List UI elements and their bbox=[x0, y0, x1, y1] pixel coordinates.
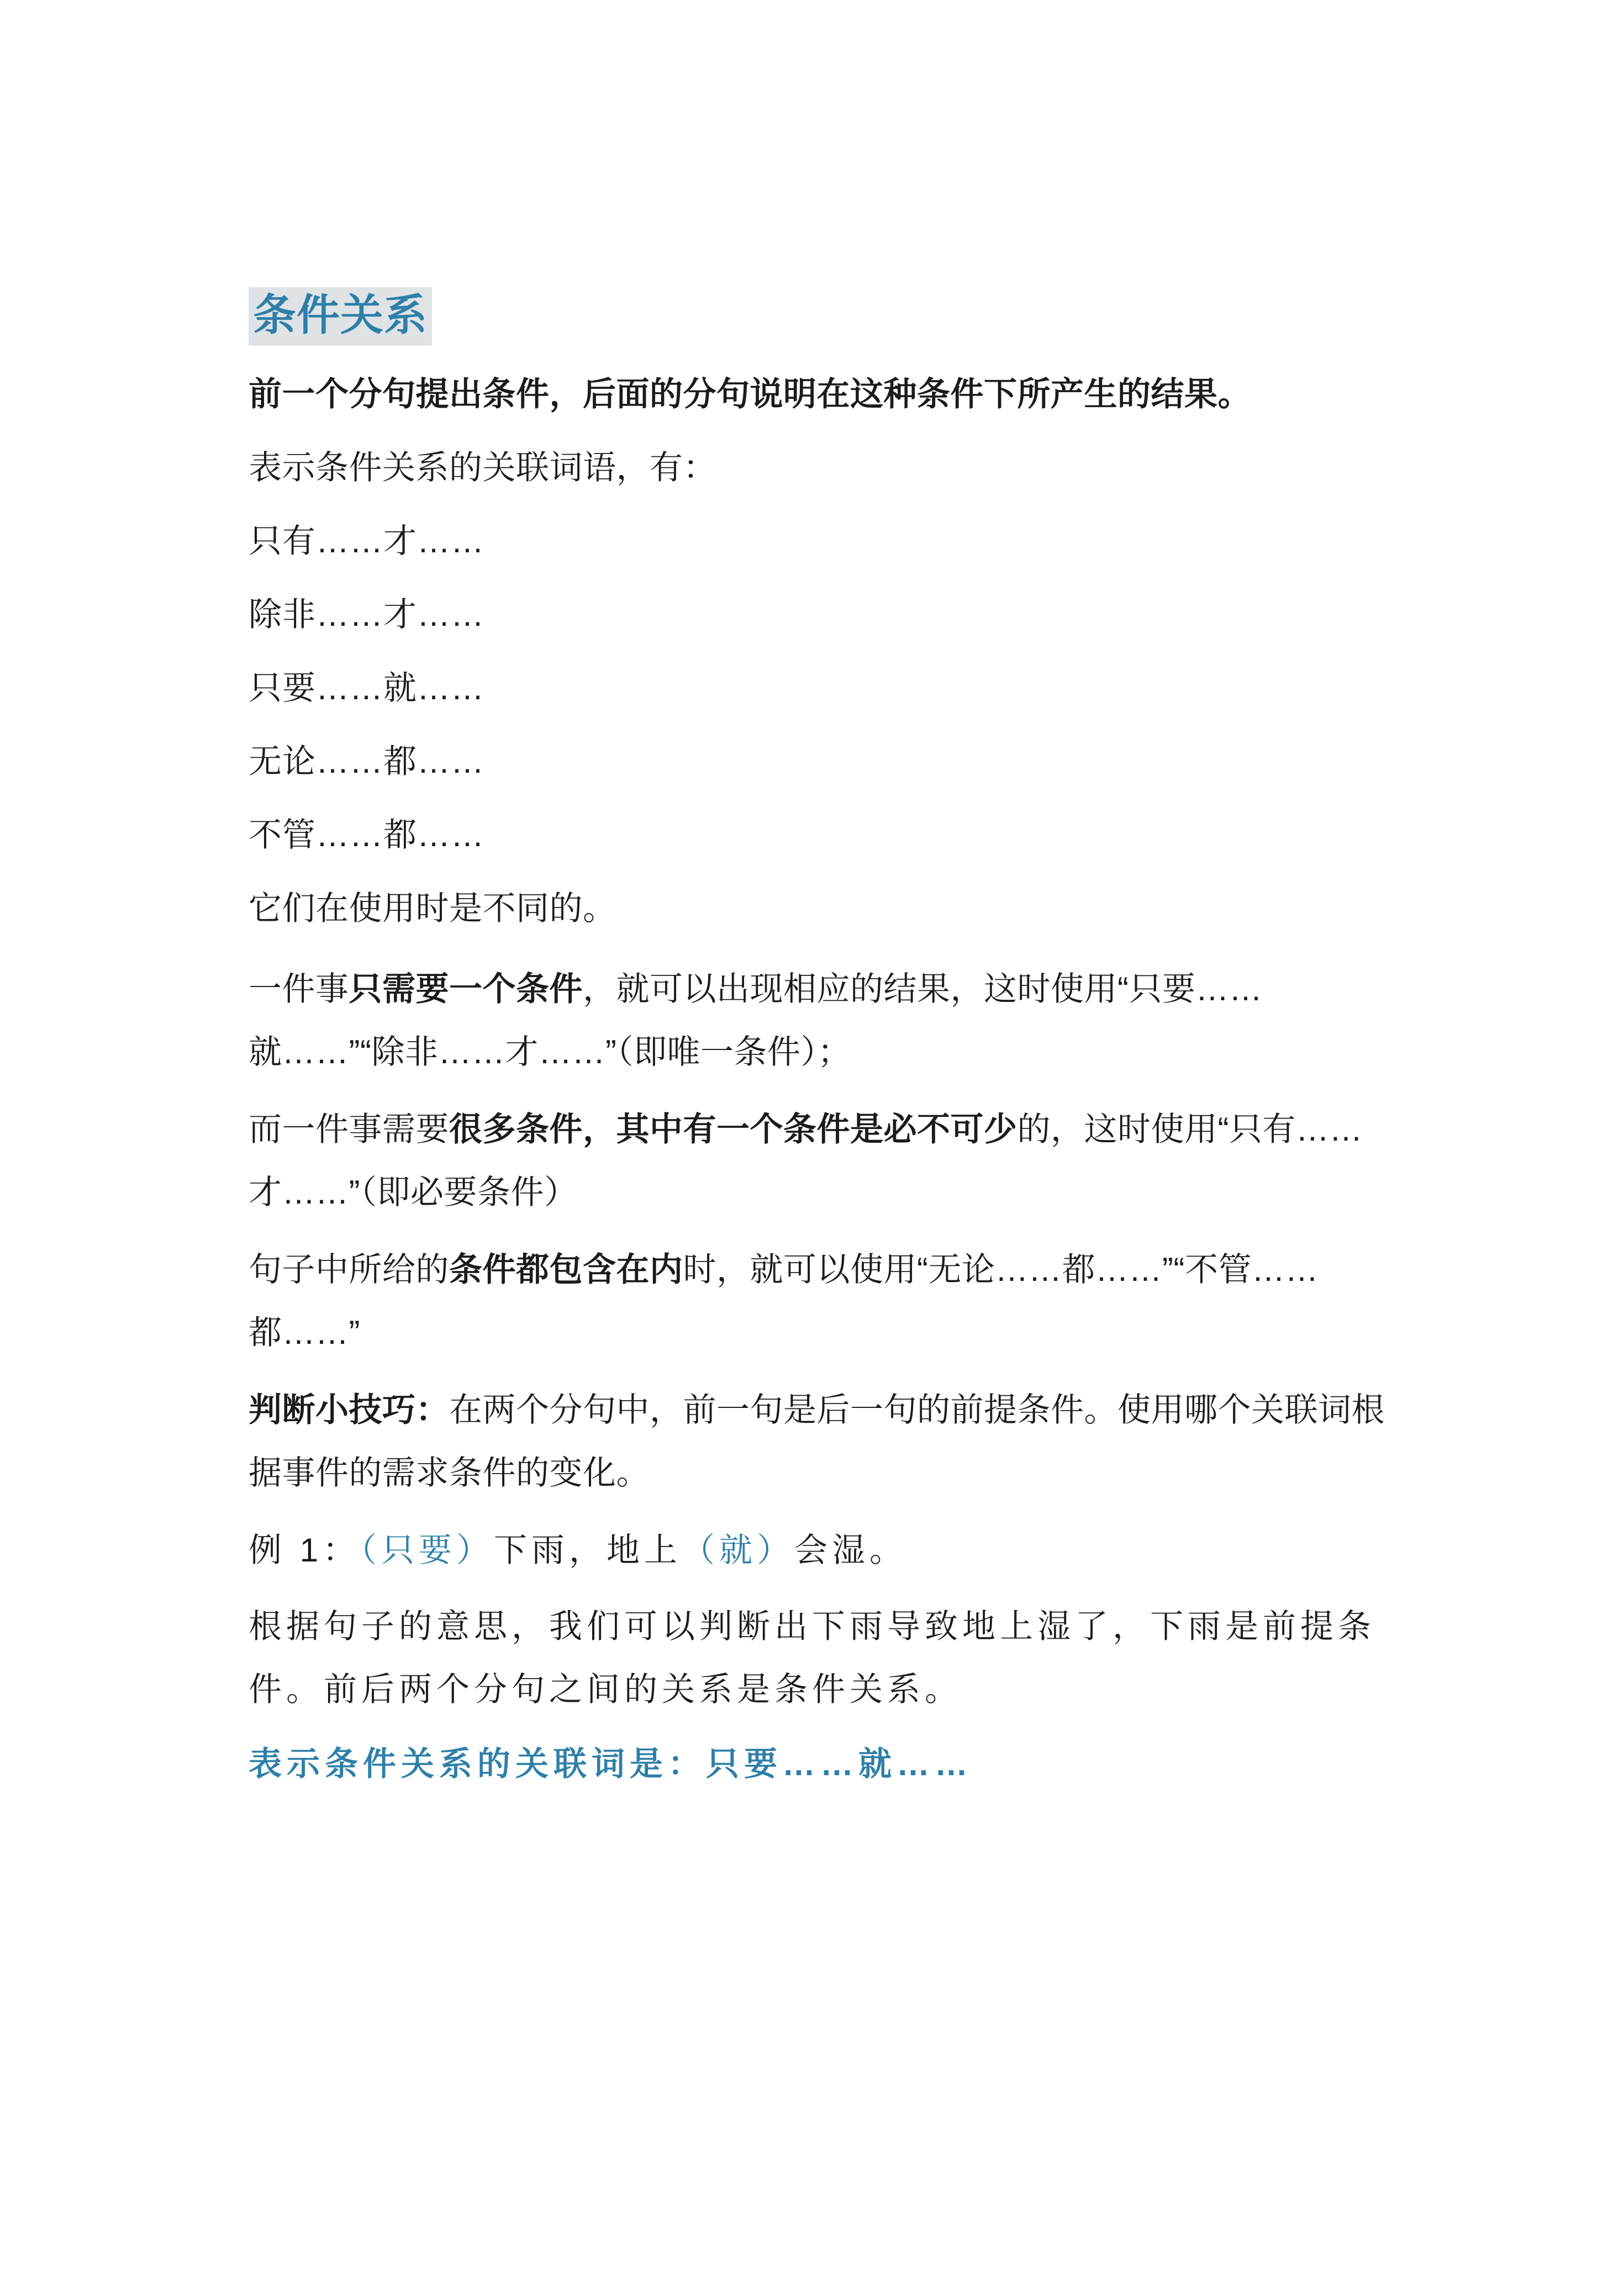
tip-label: 判断小技巧： bbox=[249, 1391, 449, 1428]
example-label: 例 1： bbox=[249, 1531, 361, 1569]
example-connective-2: （就） bbox=[682, 1531, 795, 1569]
intro-bold-paragraph: 前一个分句提出条件，后面的分句说明在这种条件下所产生的结果。 bbox=[249, 375, 1251, 413]
note-line: 它们在使用时是不同的。 bbox=[249, 889, 616, 927]
rule3-pre: 句子中所给的 bbox=[249, 1250, 449, 1288]
page-title: 条件关系 bbox=[249, 287, 432, 346]
rule-paragraph-1 bbox=[249, 958, 1392, 1084]
rule2-bold: 很多条件，其中有一个条件是必不可少 bbox=[449, 1110, 1017, 1148]
rule2-pre: 而一件事需要 bbox=[249, 1110, 449, 1148]
rule-paragraph-3 bbox=[249, 1238, 1392, 1364]
tip-text: 在两个分句中，前一句是后一句的前提条件。使用哪个关联词根据事件的需求条件的变化。 bbox=[249, 1391, 1385, 1491]
rule1-bold: 只需要一个条件 bbox=[349, 970, 583, 1007]
rule3-post: 时，就可以使用“无论……都……”“不管……都……” bbox=[249, 1250, 1319, 1351]
rule1-pre: 一件事 bbox=[249, 970, 349, 1007]
tip-paragraph bbox=[249, 1379, 1392, 1505]
list-item: 只有……才…… bbox=[249, 522, 484, 560]
list-item: 只要……就…… bbox=[249, 669, 484, 706]
list-item: 不管……都…… bbox=[249, 816, 484, 853]
example-end: 会湿。 bbox=[794, 1531, 908, 1569]
rule3-bold: 条件都包含在内 bbox=[449, 1250, 683, 1288]
example-connective-1: （只要） bbox=[360, 1531, 494, 1569]
rule2-post: 的，这时使用“只有……才……”（即必要条件） bbox=[249, 1110, 1363, 1211]
list-item: 无论……都…… bbox=[249, 742, 484, 780]
list-item: 除非……才…… bbox=[249, 595, 484, 633]
intro-line: 表示条件关系的关联词语，有： bbox=[249, 448, 716, 486]
example-mid: 下雨，地上 bbox=[494, 1531, 682, 1569]
rule-paragraph-2 bbox=[249, 1098, 1392, 1224]
conclusion-paragraph: 表示条件关系的关联词是：只要……就…… bbox=[249, 1745, 973, 1782]
rule1-post: ，就可以出现相应的结果，这时使用“只要……就……”“除非……才……”（即唯一条件）； bbox=[249, 970, 1263, 1070]
analysis-paragraph: 根据句子的意思，我们可以判断出下雨导致地上湿了，下雨是前提条件。前后两个分句之间的关系是条件关系。 bbox=[249, 1607, 1375, 1708]
example-paragraph bbox=[249, 1519, 1392, 1582]
